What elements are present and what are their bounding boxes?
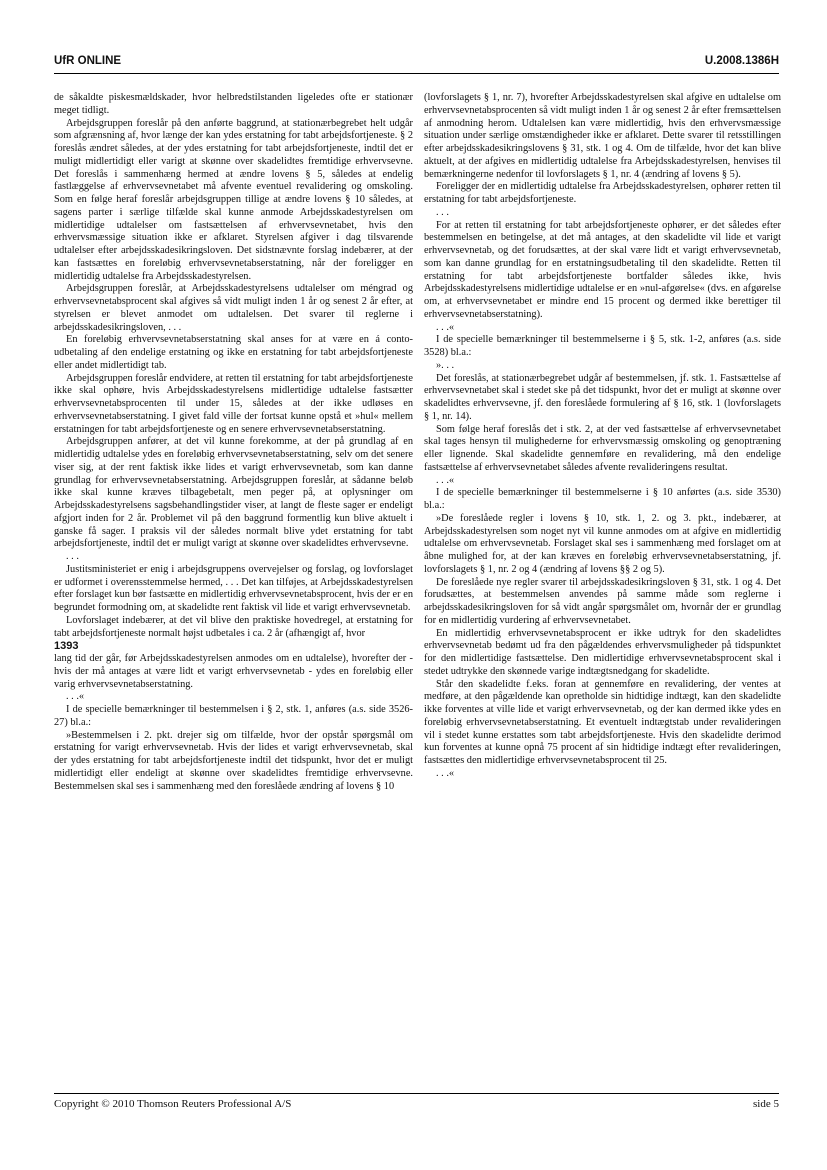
publication-name: UfR ONLINE bbox=[54, 55, 122, 67]
paragraph: Arbejdsgruppen foreslår på den anførte baggrund, at stationærbegrebet helt udgår som afgrænsning af, hvor længe der kan ydes erstatning for tabt arbejdsfortjeneste. § 2 foreslås ændret således, at der ydes erstatning for tabt arbejdsfortjeneste, indtil det er muligt midlertidigt eller varigt at skønne over skadelidtes fremtidige erhvervsevne. Det foreslås i sammenhæng hermed at ændre lovens § 5, således at endelig fastlæggelse af erhvervsevnetabet må afvente eventuel revalidering og omskoling. Som en følge heraf foreslår arbejdsgruppen tillige at ændre lovens § 10 således, at sagens parter i særlige tilfælde skal kunne anmode Arbejdsskadestyrelsen om midlertidige udtalelser om fastsættelsen af erhvervsevnetabet, hvis den erhvervsmæssige situation ikke er afklaret. Styrelsen afgiver i dag tilsvarende udtalelser efter arbejdsskadesikringsloven. Det sidstnævnte forslag indebærer, at der kan fastsættes en foreløbig erhvervsevnetabserstatning, når der foreligger en midlertidig udtalelse fra Arbejdsskadestyrelsen. bbox=[54, 117, 413, 282]
ellipsis: ». . . bbox=[436, 359, 455, 371]
ellipsis: . . .« bbox=[436, 767, 455, 779]
ellipsis: . . . bbox=[436, 206, 449, 218]
case-reference: U.2008.1386H bbox=[704, 55, 779, 67]
paragraph: En foreløbig erhvervsevnetabserstatning skal anses for at være en á conto-udbetaling af den endelige erstatning og ikke en erstatning for tabt arbejdsfortjeneste eller andet midlertidigt tab. bbox=[54, 334, 413, 371]
paragraph: For at retten til erstatning for tabt arbejdsfortjeneste ophører, er det således efter bestemmelsen en betingelse, at det må antages, at den skadelidte vil lide et varigt erhvervsevnetab, og det forudsættes, at der skal være lidt et varigt erhvervsevnetab, som kan danne grundlag for en erstatningsudbetaling til den skadelidte. Retten til erstatning for tabt arbejdsfortjeneste bortfalder således ikke, hvis Arbejdsskadestyrelsens midlertidige udtalelse er en »nul-afgørelse« (dvs. en afgørelse om, at erhvervsevnetabet er mindre end 15 procent og dermed ikke berettiger til erhvervsevnetabserstatning). bbox=[424, 219, 781, 320]
paragraph: de såkaldte piskesmældskader, hvor helbredstilstanden ligeledes ofte er stationær meget tidligt. bbox=[54, 92, 413, 116]
paragraph: Justitsministeriet er enig i arbejdsgruppens overvejelser og forslag, og lovforslaget er udformet i overensstemmelse hermed, . . . Det kan tilføjes, at Arbejdsskadestyrelsen efter forslaget kun bør fastsætte en midlertidig erhvervsevnetabsprocent, hvis der er en begrundet formodning om, at skadelidte rent faktisk vil lide et varigt erhvervsevnetab. bbox=[54, 563, 413, 613]
left-column bbox=[54, 92, 413, 793]
ellipsis: . . . bbox=[66, 551, 79, 562]
paragraph: Arbejdsgruppen foreslår endvidere, at retten til erstatning for tabt arbejdsfortjeneste ikke skal ophøre, hvis Arbejdsskadestyrelsens midlertidige udtalelse fastsætter erhvervsevnetabsprocenten til under 15, således at der ikke udløses en erhvervsevnetabserstatning. I givet fald ville der fortsat kunne opstå et »hul« mellem erstatningen for tabt arbejdsfortjeneste og en senere erhvervsevnetabserstatning. bbox=[54, 372, 413, 435]
paragraph: I de specielle bemærkninger til bestemmelserne i § 5, stk. 1-2, anføres (a.s. side 3528) bl.a.: bbox=[424, 334, 781, 358]
paragraph: Arbejdsgruppen foreslår, at Arbejdsskadestyrelsens udtalelser om méngrad og erhvervsevnetabsprocent skal afgives så vidt muligt inden 1 år og senest 2 år efter, at styrelsen er blevet anmodet om udtalelsen. Det svarer til reglerne i arbejdsskadesikringsloven, . . . bbox=[54, 283, 413, 333]
paragraph: (lovforslagets § 1, nr. 7), hvorefter Arbejdsskadestyrelsen skal afgive en udtalelse om erhvervsevnetabsprocenten så vidt muligt inden 1 år og senest 2 år efter fremsættelsen af anmodning herom. Udtalelsen kan være midlertidig, hvis den erhvervsmæssige situation under særlige omstændigheder ikke er afklaret. Dette svarer til retsstillingen efter arbejdsskadesikringslovens § 31, stk. 1 og 4. Om de tilfælde, hvor det kan blive aktuelt, at der afgives en midlertidig udtalelse fra Arbejdsskadestyrelsen, henvises til bemærkningerne nedenfor til lovforslagets § 1, nr. 4 (ændring af lovens § 5). bbox=[424, 92, 781, 180]
copyright-notice: Copyright © 2010 Thomson Reuters Professional A/S bbox=[54, 1098, 292, 1110]
paragraph: »Bestemmelsen i 2. pkt. drejer sig om tilfælde, hvor der opstår spørgsmål om erstatning for varigt erhvervsevnetab. Hvis der lides et varigt erhvervsevnetab, skal der ydes erstatning for tabt arbejdsfortjeneste indtil det tidspunkt, hvor det er muligt midlertidigt eller endeligt at skønne over skadelidtes fremtidige erhvervsevne. Bestemmelsen skal ses i sammenhæng med den foreslåede ændring af lovens § 10 bbox=[54, 729, 413, 792]
page-marker: 1393 bbox=[54, 640, 79, 653]
ellipsis: . . .« bbox=[436, 474, 455, 486]
running-header bbox=[54, 55, 779, 71]
ellipsis: . . .« bbox=[436, 321, 455, 333]
paragraph: En midlertidig erhvervsevnetabsprocent er ikke udtryk for den skadelidtes erhvervsevnetab bedømt ud fra den pågældendes erhvervsmuligheder på tidspunktet for den midlertidige fastsættelse. Den midlertidige erhvervsevnetabsprocent skal i stedet udtrykke den skønnede varige indtægtsnedgang for skadelidte. bbox=[424, 627, 781, 677]
paragraph: lang tid der går, før Arbejdsskadestyrelsen anmodes om en udtalelse), hvorefter der - hvis der må antages at være lidt et varigt erhvervsevnetab - ydes en foreløbig eller varig erhvervsevnetabserstatning. bbox=[54, 653, 413, 690]
paragraph: Det foreslås, at stationærbegrebet udgår af bestemmelsen, jf. stk. 1. Fastsættelse af erhvervsevnetabet skal i stedet ske på det tidspunkt, hvor det er muligt at skønne over skadelidtes erhvervsevne, jf. den foreslåede formulering af § 16, stk. 1 (lovforslagets § 1, nr. 14). bbox=[424, 372, 781, 422]
page-number: side 5 bbox=[753, 1098, 779, 1110]
paragraph: Foreligger der en midlertidig udtalelse fra Arbejdsskadestyrelsen, ophører retten til erstatning for tabt arbejdsfortjeneste. bbox=[424, 181, 781, 205]
right-column bbox=[424, 92, 781, 781]
paragraph: Lovforslaget indebærer, at det vil blive den praktiske hovedregel, at erstatning for tabt arbejdsfortjeneste normalt højst udbetales i ca. 2 år (afhængigt af, hvor bbox=[54, 614, 413, 639]
paragraph: De foreslåede nye regler svarer til arbejdsskadesikringsloven § 31, stk. 1 og 4. Det forudsættes, at bestemmelsen anvendes på samme måde som reglerne i arbejdsskadesikringsloven for så vidt angår spørgsmålet om, hvornår der er grundlag for en midlertidig vurdering af erhvervsevnetabet. bbox=[424, 576, 781, 626]
paragraph: Arbejdsgruppen anfører, at det vil kunne forekomme, at der på grundlag af en midlertidig udtalelse ydes en foreløbig erhvervsevnetabserstatning, selv om det senere viser sig, at der rent faktisk ikke lides et varigt erhvervsevnetab, som kan danne grundlag for erhvervsevnetabserstatning. Arbejdsgruppen foreslår, at sådanne beløb ikke skal kunne kræves tilbagebetalt, men peger på, at oplysninger om Arbejdsskadestyrelsens sagsbehandlingstider viser, at langt de fleste sager er endeligt afgjort inden for 2 år. Problemet vil på den baggrund formentlig kun blive aktuelt i ganske få sager. I praksis vil der således normalt blive ydet erstatning for tabt arbejdsfortjeneste, indtil det er muligt varigt at skønne over skadelidtes erhvervsevne. bbox=[54, 436, 413, 550]
paragraph: Som følge heraf foreslås det i stk. 2, at der ved fastsættelse af erhvervsevnetabet skal tages hensyn til mulighederne for erhvervsmæssig omskoling og genoptræning eller lignende. Skal skadelidte gennemføre en revalidering, må den endelige fastsættelse af erhvervsevnetabet således afvente revalideringens resultat. bbox=[424, 423, 781, 473]
paragraph: I de specielle bemærkninger til bestemmelserne i § 10 anførtes (a.s. side 3530) bl.a.: bbox=[424, 487, 781, 511]
footer-divider bbox=[54, 1093, 779, 1094]
ellipsis: . . .« bbox=[66, 691, 85, 703]
paragraph: »De foreslåede regler i lovens § 10, stk. 1, 2. og 3. pkt., indebærer, at Arbejdsskadestyrelsen som noget nyt vil kunne anmodes om at afgive en midlertidig udtalelse om erhvervsevnetab. Forslaget skal ses i sammenhæng med forslaget om at åbne mulighed for, at der kan kræves en foreløbig erhvervsevnetabserstatning, jf. lovforslagets § 1, nr. 2 og 4 (ændring af lovens §§ 2 og 5). bbox=[424, 512, 781, 575]
paragraph: Står den skadelidte f.eks. foran at gennemføre en revalidering, der ventes at medføre, at den pågældende kan opretholde sin hidtidige indtægt, kan den skadelidte ikke forventes at ville lide et varigt erhvervsevnetab, og der kan dermed ikke ydes en foreløbig erhvervsevnetabserstatning. Et eventuelt indtægtstab under revalideringen vil i stedet kunne erstattes som tabt arbejdsfortjeneste. Hvis den skadelidte derimod kun forventes at kunne opnå 75 procent af sin hidtidige indtægt efter revalideringen, fastsættes den midlertidige erhvervsevnetabsprocent til 25. bbox=[424, 678, 781, 766]
paragraph: I de specielle bemærkninger til bestemmelsen i § 2, stk. 1, anføres (a.s. side 3526-27) bl.a.: bbox=[54, 704, 413, 728]
header-divider bbox=[54, 73, 779, 74]
